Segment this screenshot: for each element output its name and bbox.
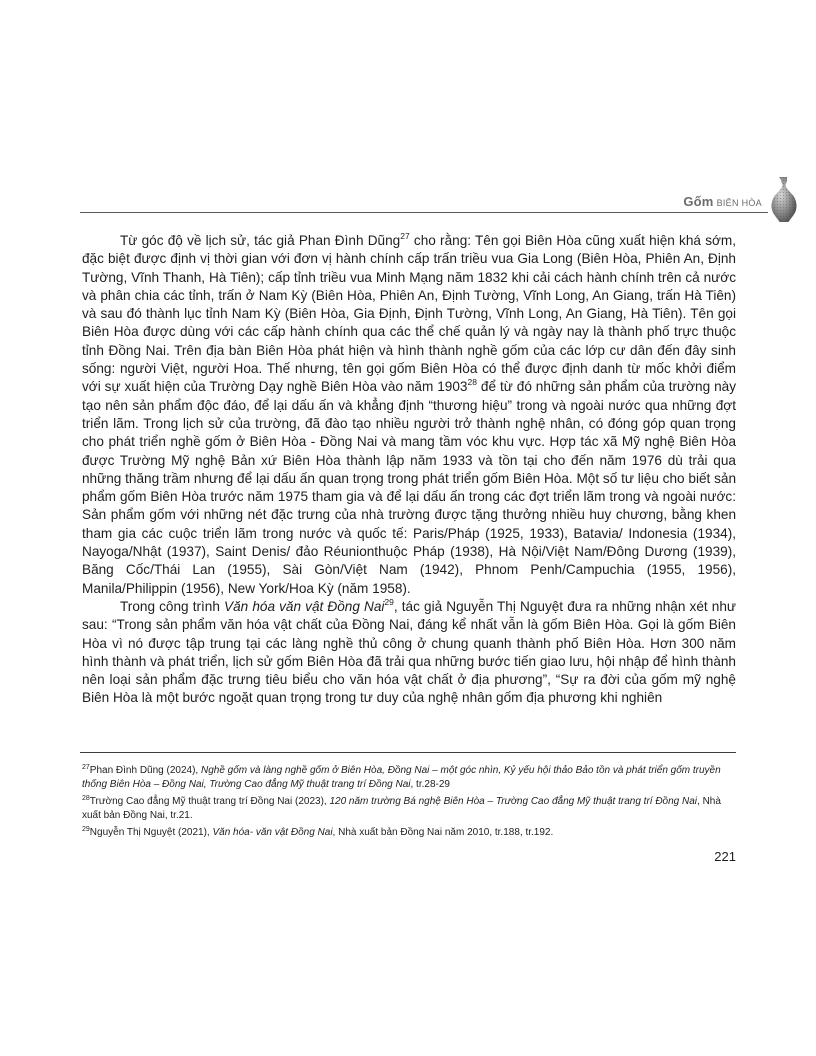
footnote-rule bbox=[80, 752, 736, 753]
footnote-source: , Nhà xuất bản Đồng Nai, tr.21. bbox=[82, 796, 721, 821]
paragraph-2 bbox=[82, 598, 736, 708]
paragraph-1 bbox=[82, 232, 736, 598]
paragraph-2-text-b: , tác giả Nguyễn Thị Nguyệt đưa ra những nhận xét như sau: “Trong sản phẩm văn hóa vật chất của Đồng Nai, đáng kể nhất vẫn là gốm Biên Hòa. Gọi là gốm Biên Hòa vì nó được tập trung tại các làng nghề thủ công ở chung quanh thành phố Biên Hòa. Hơn 300 năm hình thành và phát triển, lịch sử gốm Biên Hòa đã trải qua những bước tiến giao lưu, hội nhập để hình thành nên loại sản phẩm đặc trưng tiêu biểu cho văn hóa vật chất ở địa phương”, “Sự ra đời của gốm mỹ nghệ Biên Hòa là một bước ngoặt quan trọng trong tư duy của nghệ nhân gốm địa phương khi nghiên bbox=[82, 598, 737, 706]
paragraph-2-text-a: Trong công trình bbox=[120, 598, 225, 614]
footnote-29 bbox=[82, 826, 736, 840]
footnote-number: 29 bbox=[82, 826, 90, 833]
header-title-main: Gốm bbox=[683, 194, 714, 209]
paragraph-1-text-b: cho rằng: Tên gọi Biên Hòa cũng xuất hiện khá sớm, đặc biệt được định vị thời gian với đơn vị hành chính cấp trấn triều vua Gia Long (Biên Hòa, Phiên An, Định Tường, Vĩnh Thanh, Hà Tiên); cấp tỉnh triều vua Minh Mạng năm 1832 khi cải cách hành chính trên cả nước và phân chia các tỉnh, trấn ở Nam Kỳ (Biên Hòa, Phiên An, Định Tường, Vĩnh Long, An Giang, trấn Hà Tiên) và sau đó thành lục tỉnh Nam Kỳ (Biên Hòa, Gia Định, Định Tường, Vĩnh Long, An Giang, Hà Tiên). Tên gọi Biên Hòa được dùng với các cấp hành chính qua các thể chế quản lý và ngày nay là thành phố trực thuộc tỉnh Đồng Nai. Trên địa bàn Biên Hòa phát hiện và hình thành nghề gốm của các lớp cư dân đến đây sinh sống: người Việt, người Hoa. Thế nhưng, tên gọi gốm Biên Hòa có thể được định danh từ mốc khởi điểm với sự xuất hiện của Trường Dạy nghề Biên Hòa vào năm 1903 bbox=[82, 233, 737, 395]
footnote-ref-28: 28 bbox=[467, 377, 477, 388]
page-number: 221 bbox=[714, 849, 736, 864]
footnote-source: , tr.28-29 bbox=[410, 778, 450, 790]
header-rule bbox=[80, 212, 768, 213]
footnote-author: Trường Cao đẳng Mỹ thuật trang trí Đồng Nai (2023), bbox=[89, 796, 330, 807]
header-title bbox=[683, 193, 762, 211]
header-title-sub: BIÊN HÒA bbox=[716, 198, 762, 208]
main-text bbox=[82, 232, 736, 708]
footnote-author: Phan Đình Dũng (2024), bbox=[89, 765, 201, 776]
footnotes bbox=[82, 764, 736, 844]
footnote-source: , Nhà xuất bản Đồng Nai năm 2010, tr.188, tr.192. bbox=[332, 827, 554, 838]
footnote-number: 27 bbox=[82, 764, 90, 771]
footnote-author: Nguyễn Thị Nguyệt (2021), bbox=[89, 827, 213, 838]
footnote-title: 120 năm trường Bá nghệ Biên Hòa – Trường Cao đẳng Mỹ thuật trang trí Đồng Nai bbox=[329, 796, 698, 807]
footnote-number: 28 bbox=[82, 795, 90, 802]
paragraph-1-text-c: để từ đó những sản phẩm của trường này tạo nên sản phẩm độc đáo, để lại dấu ấn và khẳng định “thương hiệu” trong và ngoài nước qua những đợt triển lãm. Trong lịch sử của trường, đã đào tạo nhiều người trở thành nghệ nhân, có đóng góp quan trọng cho phát triển nghề gốm ở Biên Hòa - Đồng Nai và mang tầm vóc khu vực. Hợp tác xã Mỹ nghệ Biên Hòa được Trường Mỹ nghệ Bản xứ Biên Hòa thành lập năm 1933 và tồn tại cho đến năm 1976 dù trải qua những thăng trầm nhưng để lại dấu ấn quan trọng trong phát triển gốm Biên Hòa. Một số tư liệu cho biết sản phẩm gốm Biên Hòa trước năm 1975 tham gia và để lại dấu ấn trong các đợt triển lãm trong và ngoài nước: Sản phẩm gốm với những nét đặc trưng của nhà trường được tặng thưởng nhiều huy chương, bằng khen tham gia các cuộc triển lãm trong nước và quốc tế: Paris/Pháp (1925, 1933), Batavia/ Indonesia (1934), Nayoga/Nhật (1937), Saint Denis/ đảo Réunionthuộc Pháp (1938), Hà Nội/Việt Nam/Đông Dương (1939), Băng Cốc/Thái Lan (1955), Sài Gòn/Việt Nam (1942), Phnom Penh/Campuchia (1955, 1956), Manila/Philippin (1956), New York/Hoa Kỳ (năm 1958). bbox=[82, 379, 736, 596]
work-title: Văn hóa văn vật Đồng Nai bbox=[224, 598, 385, 614]
footnote-title: Nghề gốm và làng nghề gốm ở Biên Hòa, Đồng Nai – một góc nhìn, Kỷ yếu hội thảo Bảo tồn và phát triển gốm truyền thống Biên Hòa – Đồng Nai, Trường Cao đẳng Mỹ thuật trang trí Đồng Nai bbox=[82, 765, 721, 790]
vase-icon bbox=[764, 176, 802, 224]
footnote-ref-29: 29 bbox=[384, 596, 394, 607]
paragraph-1-text-a: Từ góc độ về lịch sử, tác giả Phan Đình Dũng bbox=[120, 233, 401, 248]
footnote-title: Văn hóa- văn vật Đồng Nai bbox=[212, 827, 333, 838]
running-header bbox=[0, 176, 816, 216]
footnote-28 bbox=[82, 795, 736, 822]
footnote-ref-27: 27 bbox=[400, 231, 410, 241]
footnote-27 bbox=[82, 764, 736, 791]
